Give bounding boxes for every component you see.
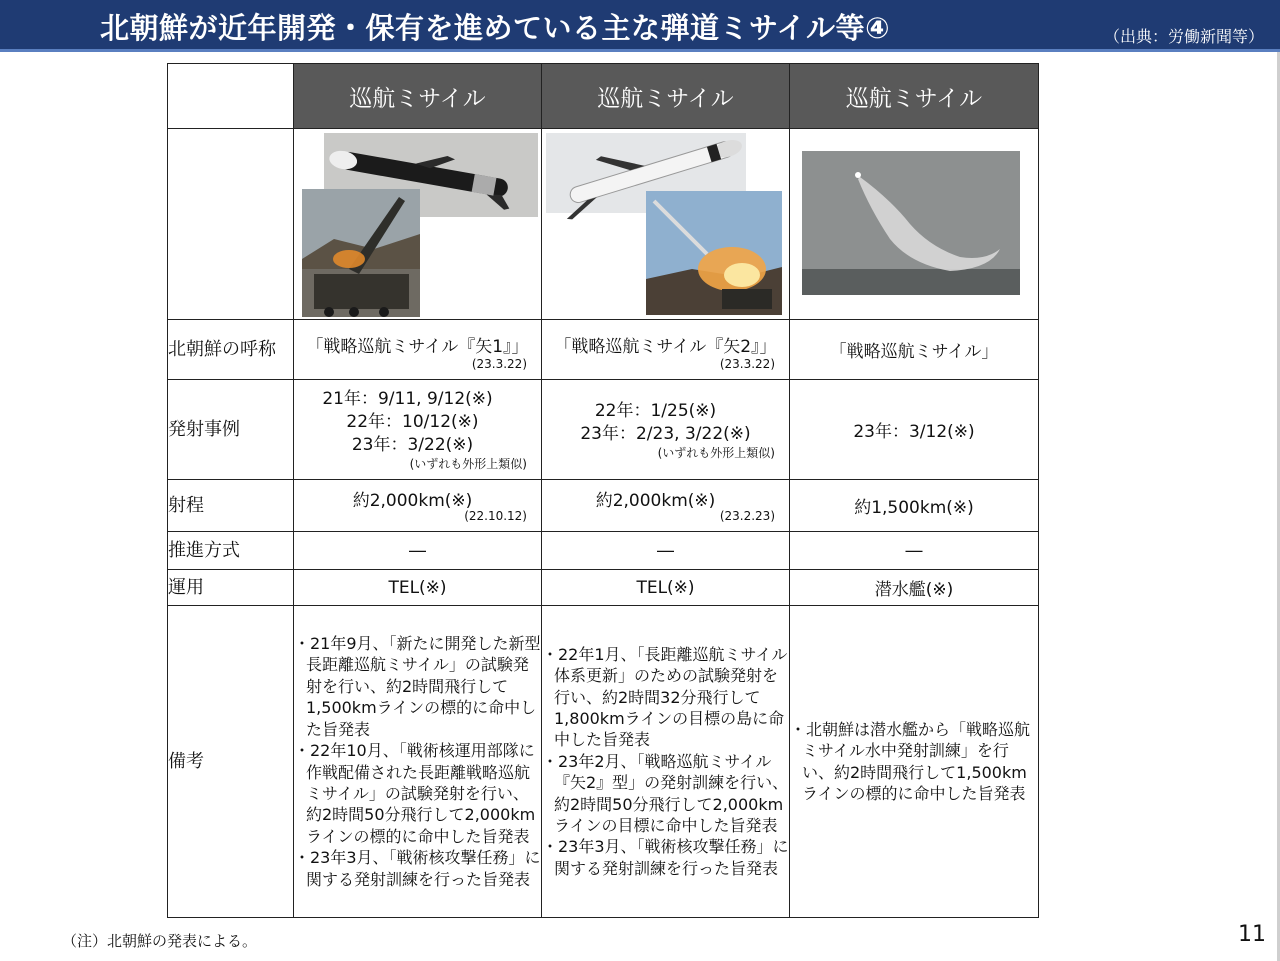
missile-name-1: 「戦略巡航ミサイル『矢1』」 [306,337,529,357]
launch-cell-1 [294,380,542,480]
range-row [168,480,1039,532]
row-label-operation: 運用 [168,570,294,606]
launch-line: 22年：10/12(※) [346,412,479,432]
row-label-propulsion: 推進方式 [168,532,294,570]
column-header-3: 巡航ミサイル [790,64,1039,129]
name-cell-3 [790,320,1039,380]
range-cell-1 [294,480,542,532]
name-date-2: (23.3.22) [719,357,775,371]
propulsion-row [168,532,1039,570]
operation-row [168,570,1039,606]
propulsion-cell-3: ― [790,532,1039,570]
header-row [168,64,1039,129]
footnote: （注）北朝鮮の発表による。 [62,932,258,950]
range-date-1: (22.10.12) [464,509,527,523]
launch-cell-2 [542,380,790,480]
image-row-label [168,129,294,320]
title-bar [0,0,1280,52]
range-value-2: 約2,000km(※) [595,491,716,511]
image-row [168,129,1039,320]
notes-row [168,606,1039,918]
photo-cell-2 [542,129,790,320]
launch-note: (いずれも外形上類似) [409,457,527,471]
note-item: ・22年10月、「戦術核運用部隊に作戦配備された長距離戦略巡航ミサイル」の試験発射を行い、約2時間50分飛行して2,000kmラインの標的に命中した旨発表 [294,741,536,846]
propulsion-cell-1: ― [294,532,542,570]
column-header-2: 巡航ミサイル [542,64,790,129]
notes-cell-1 [294,606,542,918]
name-cell-1 [294,320,542,380]
launch-line: 21年：9/11, 9/12(※) [322,389,493,409]
photo-cell-1 [294,129,542,320]
source-label: （出典：労働新聞等） [1103,27,1264,46]
note-item: ・21年9月、「新たに開発した新型長距離巡航ミサイル」の試験発射を行い、約2時間飛行して1,500kmラインの標的に命中した旨発表 [294,634,541,739]
note-item: ・22年1月、「長距離巡航ミサイル体系更新」のための試験発射を行い、約2時間32分飛行して1,800kmラインの目標の島に命中した旨発表 [542,644,788,750]
launch-row [168,380,1039,480]
page-number: 11 [1238,922,1266,947]
name-row [168,320,1039,380]
column-header-1: 巡航ミサイル [294,64,542,129]
notes-cell-3 [790,606,1039,918]
launch-line: 23年：3/12(※) [853,422,975,442]
missile-photo-1 [294,129,540,319]
missile-name-2: 「戦略巡航ミサイル『矢2』」 [554,337,777,357]
page-title: 北朝鮮が近年開発・保有を進めている主な弾道ミサイル等④ [100,11,891,45]
row-label-launches: 発射事例 [168,380,294,480]
range-value-3: 約1,500km(※) [854,498,974,518]
missile-photo-2 [542,129,788,319]
note-item: ・北朝鮮は潜水艦から「戦略巡航ミサイル水中発射訓練」を行い、約2時間飛行して1,500kmラインの標的に命中した旨発表 [790,719,1031,803]
name-cell-2 [542,320,790,380]
launch-note: (いずれも外形上類似) [657,445,775,460]
missile-name-3: 「戦略巡航ミサイル」 [829,342,999,362]
missile-photo-3 [790,129,1037,319]
operation-cell-2: TEL(※) [542,570,790,606]
row-label-range: 射程 [168,480,294,532]
launch-line: 23年：2/23, 3/22(※) [580,423,751,444]
missile-table [167,63,1039,918]
note-item: ・23年2月、「戦略巡航ミサイル『矢2』型」の発射訓練を行い、約2時間50分飛行して2,000kmラインの目標に命中した旨発表 [542,751,789,836]
row-label-name: 北朝鮮の呼称 [168,320,294,380]
launch-cell-3 [790,380,1039,480]
launch-line: 23年：3/22(※) [351,435,474,455]
name-date-1: (23.3.22) [471,357,527,371]
photo-cell-3 [790,129,1039,320]
launch-line: 22年：1/25(※) [594,400,717,421]
operation-cell-1: TEL(※) [294,570,542,606]
range-cell-3 [790,480,1039,532]
range-cell-2 [542,480,790,532]
row-label-notes: 備考 [168,606,294,918]
note-item: ・23年3月、「戦術核攻撃任務」に関する発射訓練を行った旨発表 [294,848,541,889]
note-item: ・23年3月、「戦術核攻撃任務」に関する発射訓練を行った旨発表 [542,837,789,878]
propulsion-cell-2: ― [542,532,790,570]
range-date-2: (23.2.23) [719,509,775,523]
notes-cell-2 [542,606,790,918]
corner-cell [168,64,294,129]
range-value-1: 約2,000km(※) [352,491,473,511]
operation-cell-3: 潜水艦(※) [790,570,1039,606]
